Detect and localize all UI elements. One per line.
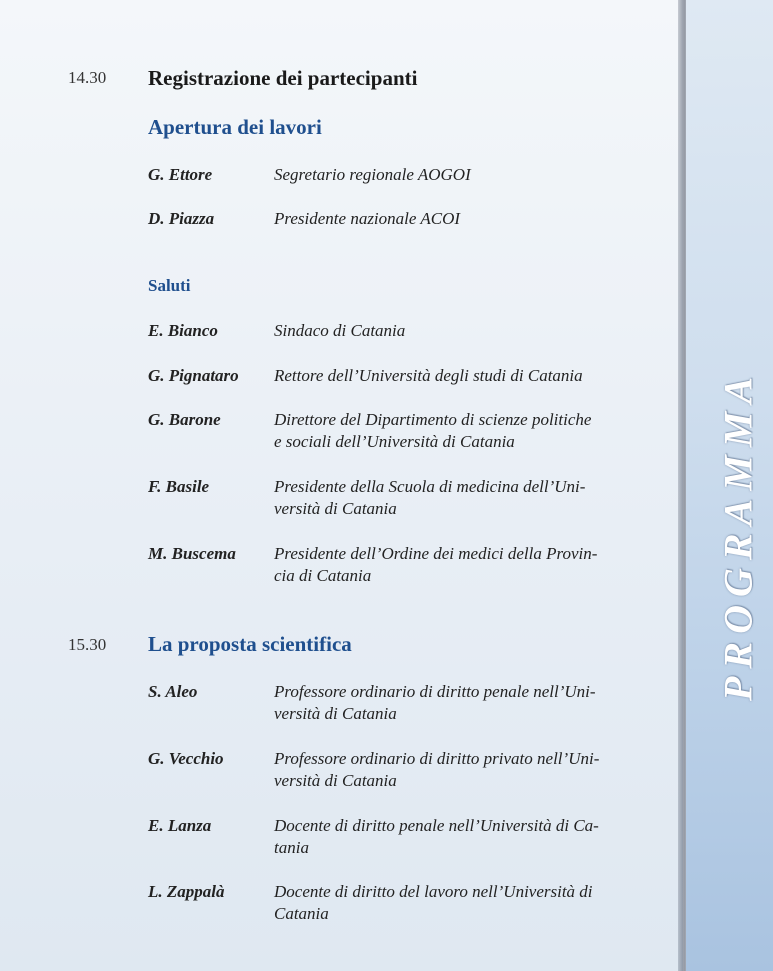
speaker-name: F. Basile	[148, 477, 210, 496]
section-heading-greetings: Saluti	[148, 276, 191, 295]
speaker-name: M. Buscema	[148, 544, 236, 563]
session-time: 14.30	[68, 68, 107, 87]
sidebar-title: PROGRAMMA	[715, 368, 761, 702]
speaker-name: S. Aleo	[148, 682, 198, 701]
speaker-role: Direttore del Dipartimento di scienze politiche e sociali dell’Università di Catania	[274, 410, 592, 451]
speaker-role: Presidente dell’Ordine dei medici della Provin- cia di Catania	[274, 544, 598, 585]
speaker-role: Professore ordinario di diritto privato nell’Uni- versità di Catania	[274, 749, 600, 790]
speaker-role: Professore ordinario di diritto penale nell’Uni- versità di Catania	[274, 682, 596, 723]
speaker-name: G. Vecchio	[148, 749, 224, 768]
speaker-role: Presidente nazionale ACOI	[274, 209, 461, 228]
section-heading-opening: Apertura dei lavori	[148, 115, 322, 139]
speaker-role: Segretario regionale AOGOI	[274, 165, 471, 184]
speaker-role: Presidente della Scuola di medicina dell’Uni- versità di Catania	[274, 477, 586, 518]
session-title: Registrazione dei partecipanti	[148, 66, 418, 90]
speaker-name: D. Piazza	[148, 209, 215, 228]
session-title: La proposta scientifica	[148, 632, 352, 656]
speaker-name: G. Ettore	[148, 165, 213, 184]
session-time: 15.30	[68, 635, 107, 654]
speaker-role: Docente di diritto penale nell’Università di Ca- tania	[274, 816, 599, 857]
speaker-name: E. Bianco	[148, 321, 218, 340]
speaker-role: Docente di diritto del lavoro nell’Università di Catania	[274, 882, 593, 923]
speaker-name: G. Pignataro	[148, 366, 239, 385]
speaker-name: G. Barone	[148, 410, 221, 429]
speaker-role: Sindaco di Catania	[274, 321, 406, 340]
speaker-role: Rettore dell’Università degli studi di Catania	[274, 366, 583, 385]
speaker-name: L. Zappalà	[148, 882, 225, 901]
speaker-name: E. Lanza	[148, 816, 212, 835]
